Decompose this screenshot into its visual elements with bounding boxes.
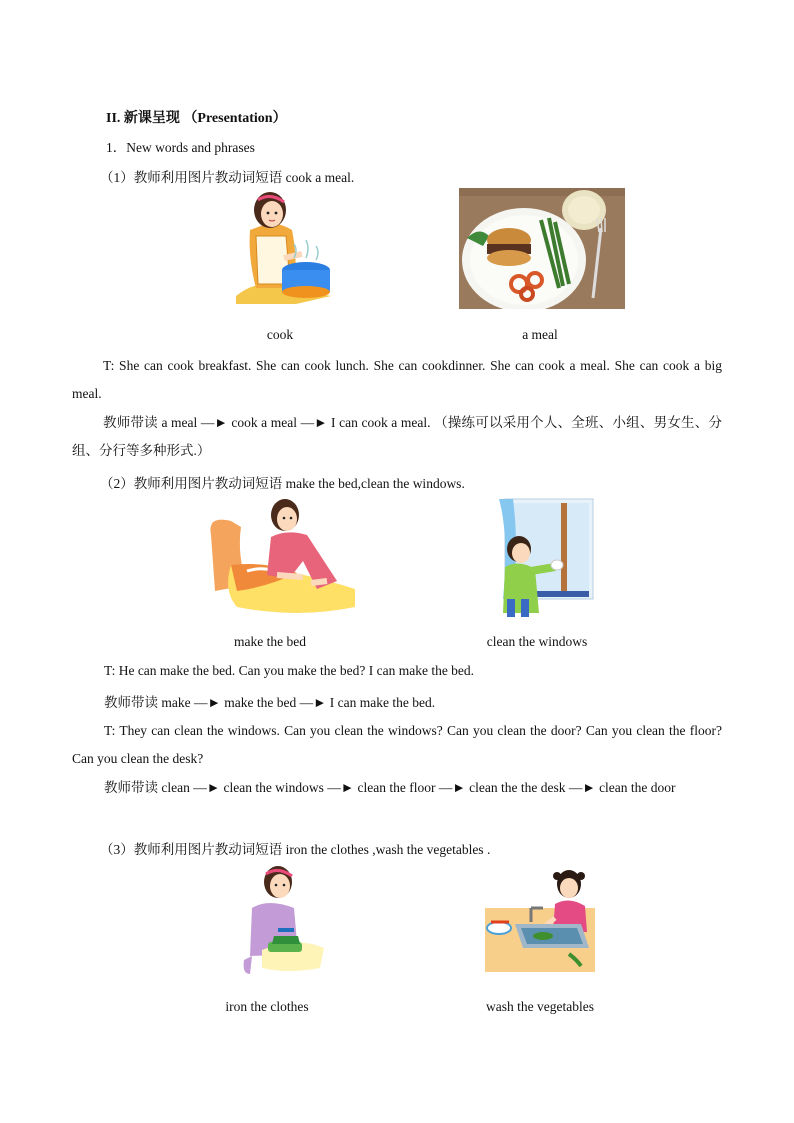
- drill-clean: 教师带读 clean —► clean the windows —► clean the floor —► clean the the desk —► clean the door: [104, 780, 676, 795]
- teacher-dialogue-bed: T: He can make the bed. Can you make the bed? I can make the bed.: [104, 663, 475, 678]
- subsection-title: 1．New words and phrases: [106, 140, 255, 155]
- caption-clean-windows: clean the windows: [486, 634, 588, 649]
- caption-wash-vegetables: wash the vegetables: [486, 999, 594, 1014]
- iron-clothes-illustration: [238, 864, 326, 974]
- drill-make-bed: 教师带读 make —► make the bed —► I can make the bed.: [104, 695, 436, 710]
- drill-cook-meal: 教师带读 a meal —► cook a meal —► I can cook a meal. （操练可以采用个人、全班、小组、男女生、分组、分行等多种形式.）: [72, 415, 722, 458]
- cook-illustration: [236, 188, 336, 304]
- step-3-title: （3）教师利用图片教动词短语 iron the clothes ,wash the vegetables .: [100, 842, 491, 857]
- clean-windows-illustration: [495, 495, 595, 619]
- caption-a-meal: a meal: [522, 327, 558, 342]
- make-bed-illustration: [207, 495, 355, 619]
- wash-vegetables-illustration: [485, 868, 597, 974]
- step-2-title: （2）教师利用图片教动词短语 make the bed,clean the windows.: [100, 476, 465, 491]
- caption-cook: cook: [266, 327, 294, 342]
- meal-photo: [459, 188, 625, 309]
- teacher-dialogue-cook: T: She can cook breakfast. She can cook lunch. She can cookdinner. She can cook a meal. She can cook a big meal.: [72, 358, 722, 401]
- caption-make-bed: make the bed: [234, 634, 306, 649]
- section-heading: II. 新课呈现 （Presentation）: [106, 111, 287, 126]
- teacher-dialogue-clean: T: They can clean the windows. Can you clean the windows? Can you clean the door? Can you clean the floor? Can you clean the desk?: [72, 723, 722, 766]
- step-1-title: （1）教师利用图片教动词短语 cook a meal.: [100, 170, 355, 185]
- caption-iron-clothes: iron the clothes: [225, 999, 309, 1014]
